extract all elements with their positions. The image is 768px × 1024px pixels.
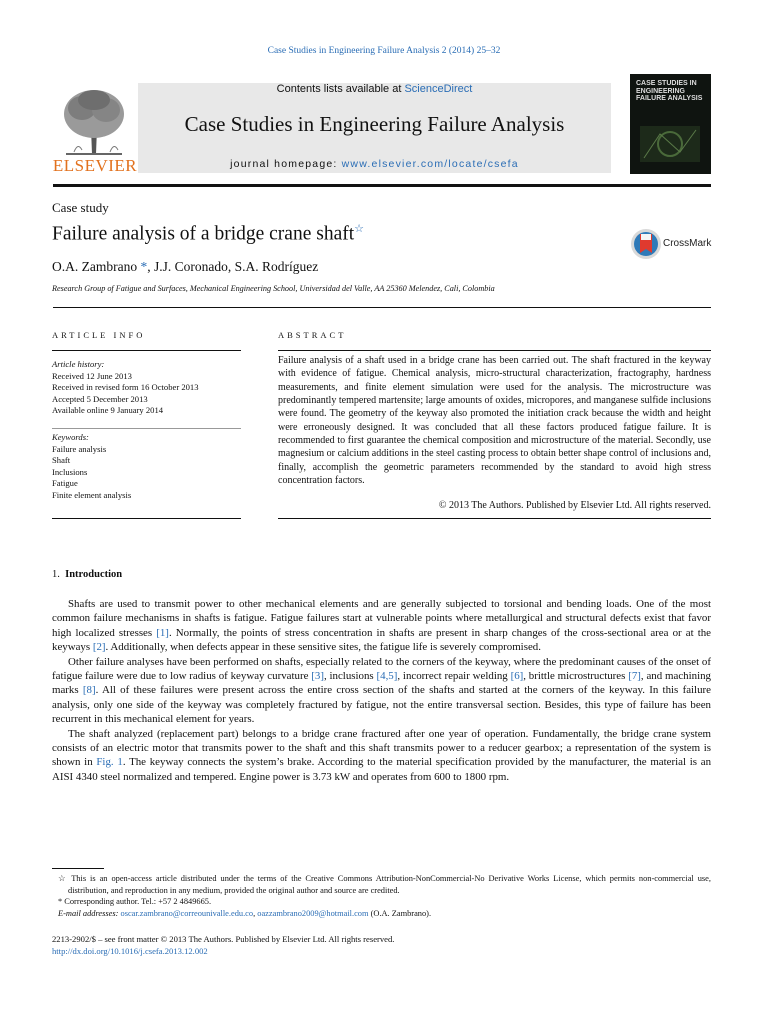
- introduction-body: [52, 597, 711, 784]
- reference-link[interactable]: [1]: [156, 626, 169, 639]
- text-run: . Additionally, when defects appear in these sensitive sites, the fatigue life is severely compromised.: [105, 641, 541, 654]
- intro-paragraph-2: [52, 655, 711, 727]
- text-run: Shafts are used to transmit power to other mechanical elements and are generally subjected to torsional and bending loads. One of the most common failure mechanisms in shafts is fatigue. Fatigue failures start at vulnerable points where metallurgical and structural defects exist that favor high localized stresses: [52, 598, 711, 639]
- footnote-license-text: This is an open-access article distributed under the terms of the Creative Commons Attribution-NonCommercial-No Derivative Works License, which permits non-commercial use, distribution, and reproduction in any medium, provided the original author and source are credited.: [68, 874, 711, 895]
- author-list: [52, 259, 318, 275]
- footnote-mark: *: [58, 897, 63, 907]
- text-run: . The keyway connects the system’s brake. According to the material specification provided by the manufacturer, the material is an AISI 4340 steel normalized and tempered. Engine power is 3.73 kW and operates from 600 to 1800 rpm.: [52, 756, 712, 783]
- reference-link[interactable]: [2]: [92, 641, 106, 654]
- doi-link[interactable]: http://dx.doi.org/10.1016/j.csefa.2013.12.002: [52, 946, 208, 957]
- text-run: , inclusions: [323, 670, 377, 683]
- text-run: . All of these failures were present across the entire cross section of the shafts and started at the corners of the keyway. In this failure analysis, only one side of the keyway was completely fractured by fatigue, not the entire transversal section. Besides, this type of failure has been recurrent in this mechanical element for years.: [52, 684, 711, 726]
- abstract-heading: ABSTRACT: [278, 330, 347, 340]
- article-info-bottom-rule: [52, 518, 241, 519]
- journal-citation[interactable]: Case Studies in Engineering Failure Analysis 2 (2014) 25–32: [267, 46, 501, 56]
- issn-line: 2213-2902/$ – see front matter © 2013 The Authors. Published by Elsevier Ltd. All rights reserved.: [52, 934, 395, 944]
- homepage-link[interactable]: www.elsevier.com/locate/csefa: [341, 158, 519, 170]
- reference-link[interactable]: [3]: [311, 670, 324, 683]
- title-divider: [53, 307, 711, 308]
- abstract-copyright: © 2013 The Authors. Published by Elsevier Ltd. All rights reserved.: [438, 500, 711, 511]
- text-run: The shaft analyzed (replacement part) belongs to a bridge crane fractured after one year of operation. Fundamentally, the bridge crane system consists of an electric motor that transmits power to the shaft and this shaft transmits power to a reducer gearbox; a representation of the system is shown in: [52, 727, 711, 769]
- footnote-corresponding: [52, 896, 711, 908]
- footnote-rule: [52, 868, 104, 869]
- keywords: [52, 432, 241, 502]
- article-info-heading: ARTICLE INFO: [52, 330, 146, 340]
- homepage-line: [138, 158, 611, 170]
- email-link[interactable]: oazzambrano2009@hotmail.com: [257, 908, 369, 918]
- abstract-bottom-rule: [278, 518, 711, 519]
- email-suffix: (O.A. Zambrano).: [368, 908, 432, 918]
- text-run: Other failure analyses have been performed on shafts, especially related to the corners of the keyway, where the predominant causes of the onset of fatigue failure were due to low radius of keyway curvature: [52, 655, 711, 683]
- article-history: [52, 359, 241, 417]
- abstract-text: Failure analysis of a shaft used in a bridge crane has been carried out. The shaft fractured in the keyway with evidence of fatigue. Chemical analysis, micro-structural characterization, fractography, hardness measurements, and finite element simulation were used for the analysis. The microstructure was predominantly tempered martensite; large amounts of oxides, micropores, and manganese sulfide inclusions were found. The geometry of the keyway also promoted the initiation crack because the width and height were erroneously designed. It was concluded that all these factors produced fatigue failure. It is recommended to first guarantee the chemical composition and microstructure of the material. Secondly, use magnesium or calcium additions in the steel casting process to obtain better shape control of inclusions and, finally, accomplish the geometric parameters recommended by the standard to avoid high stress concentration factors.: [278, 355, 711, 487]
- journal-title: Case Studies in Engineering Failure Analysis: [184, 112, 565, 136]
- email-label: E-mail addresses:: [58, 908, 121, 918]
- keyword-item: Shaft: [52, 455, 71, 466]
- corresponding-author-link[interactable]: *: [140, 259, 148, 274]
- affiliation: Research Group of Fatigue and Surfaces, Mechanical Engineering School, Universidad del Valle, AA 25360 Melendez, Cali, Colombia: [52, 284, 495, 293]
- text-run: , incorrect repair welding: [397, 670, 511, 683]
- header-divider: [53, 184, 711, 187]
- footnote-mark: ☆: [58, 874, 68, 883]
- footnote-email: [52, 908, 711, 920]
- front-matter: [52, 933, 394, 957]
- history-label: Article history:: [52, 359, 105, 369]
- sciencedirect-link[interactable]: ScienceDirect: [404, 83, 473, 95]
- section-heading-introduction: [52, 569, 122, 580]
- article-info-rule: [52, 350, 241, 351]
- contents-prefix: Contents lists available at: [276, 83, 405, 95]
- keyword-item: Failure analysis: [52, 443, 107, 454]
- text-run: . Normally, the points of stress concentration in shafts are present in sharp changes of the cross-sectional area or at the keyways: [52, 626, 711, 654]
- article-type: Case study: [52, 200, 109, 215]
- title-footnote-link[interactable]: ☆: [354, 223, 365, 235]
- keywords-rule: [52, 428, 241, 429]
- reference-link[interactable]: [8]: [82, 684, 96, 697]
- intro-paragraph-1: [52, 597, 711, 655]
- text-run: , and machining marks: [52, 670, 711, 697]
- keyword-item: Inclusions: [52, 466, 88, 477]
- abstract-rule: [278, 350, 711, 351]
- reference-link[interactable]: [7]: [628, 670, 641, 683]
- elsevier-wordmark: ELSEVIER: [52, 156, 138, 175]
- homepage-prefix: journal homepage:: [230, 158, 342, 170]
- reference-link[interactable]: [4,5]: [376, 670, 398, 683]
- contents-line: [138, 83, 611, 95]
- author-rest: , J.J. Coronado, S.A. Rodríguez: [147, 259, 319, 274]
- history-item: Received 12 June 2013: [52, 370, 132, 381]
- paper-title-text: Failure analysis of a bridge crane shaft: [52, 223, 355, 245]
- section-title: Introduction: [65, 569, 123, 580]
- text-run: , brittle microstructures: [523, 670, 629, 683]
- keywords-label: Keywords:: [52, 432, 89, 442]
- figure-link[interactable]: Fig. 1: [96, 756, 123, 769]
- history-item: Available online 9 January 2014: [52, 405, 164, 416]
- footnote-corresponding-text: Corresponding author. Tel.: +57 2 4849665.: [64, 897, 212, 907]
- footnote-license: [52, 873, 711, 896]
- footnotes: [52, 873, 711, 919]
- history-item: Accepted 5 December 2013: [52, 393, 148, 404]
- history-item: Received in revised form 16 October 2013: [52, 382, 199, 393]
- reference-link[interactable]: [6]: [510, 670, 524, 683]
- paper-title: [52, 222, 364, 246]
- cover-title: CASE STUDIES IN ENGINEERING FAILURE ANALYSIS: [636, 80, 703, 102]
- intro-paragraph-3: [52, 727, 711, 785]
- email-separator: ,: [253, 908, 258, 918]
- section-number: 1.: [52, 569, 60, 580]
- keyword-item: Finite element analysis: [52, 489, 132, 500]
- email-link[interactable]: oscar.zambrano@correounivalle.edu.co: [120, 908, 254, 918]
- keyword-item: Fatigue: [52, 478, 78, 489]
- author-first: O.A. Zambrano: [52, 259, 138, 274]
- crossmark-label: CrossMark: [663, 238, 712, 249]
